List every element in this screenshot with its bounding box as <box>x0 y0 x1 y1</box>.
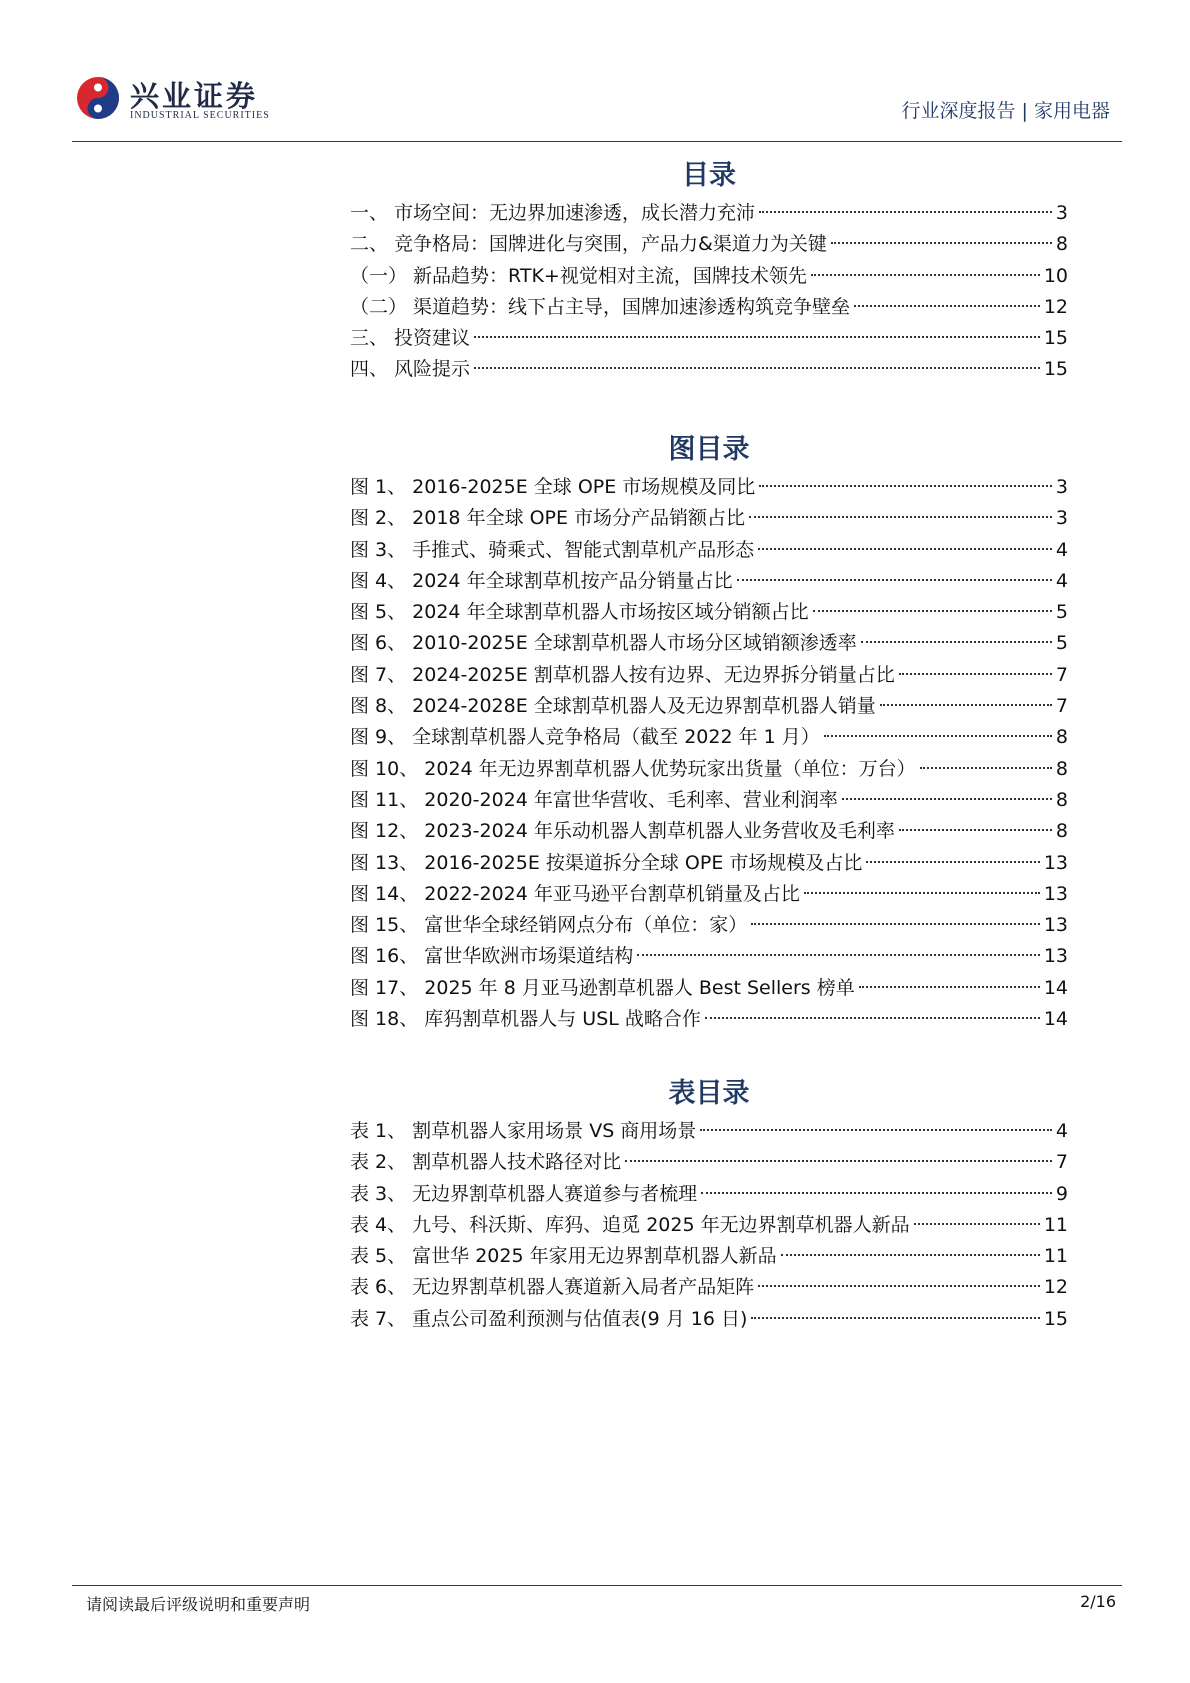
entry-title: 富世华欧洲市场渠道结构 <box>424 945 634 968</box>
dot-leader <box>842 798 1052 800</box>
figure-list-section <box>350 428 1068 1035</box>
dot-leader <box>749 516 1052 518</box>
dot-leader <box>824 735 1052 737</box>
entry-title: 新品趋势：RTK+视觉相对主流，国牌技术领先 <box>413 264 807 287</box>
entry-number: 图 14、 <box>350 882 425 905</box>
toc-entry[interactable] <box>350 816 1068 847</box>
entry-title: 渠道趋势：线下占主导，国牌加速渗透构筑竞争壁垒 <box>413 295 851 318</box>
entry-page: 10 <box>1043 264 1068 287</box>
entry-number: 四、 <box>350 358 395 381</box>
entry-title: 2018 年全球 OPE 市场分产品销额占比 <box>412 507 746 530</box>
entry-number: 图 5、 <box>350 601 413 624</box>
entry-title: 风险提示 <box>394 358 471 381</box>
dot-leader <box>811 274 1040 276</box>
entry-title: 2024 年无边界割草机器人优势玩家出货量（单位：万台） <box>424 757 916 780</box>
entry-number: 图 6、 <box>350 632 413 655</box>
entry-title: 2024 年全球割草机按产品分销量占比 <box>412 569 733 592</box>
report-type: 行业深度报告 | 家用电器 <box>901 100 1110 122</box>
entry-number: 图 15、 <box>350 914 425 937</box>
toc-entry[interactable] <box>350 1304 1068 1335</box>
entry-number: 表 5、 <box>350 1245 413 1268</box>
dot-leader <box>866 861 1039 863</box>
toc-entry[interactable] <box>350 472 1068 503</box>
entry-number: 图 16、 <box>350 945 425 968</box>
entry-title: 2024-2025E 割草机器人按有边界、无边界拆分销量占比 <box>412 663 895 686</box>
entry-number: 表 7、 <box>350 1307 413 1330</box>
toc-entry[interactable] <box>350 503 1068 534</box>
entry-page: 12 <box>1043 1276 1068 1299</box>
dot-leader <box>854 305 1040 307</box>
entry-page: 4 <box>1055 569 1068 592</box>
table-list <box>350 1116 1068 1335</box>
entry-title: 2016-2025E 全球 OPE 市场规模及同比 <box>412 476 756 498</box>
entry-title: 2023-2024 年乐动机器人割草机器人业务营收及毛利率 <box>424 820 895 843</box>
entry-page: 3 <box>1055 202 1068 224</box>
toc-entry[interactable] <box>350 1272 1068 1303</box>
dot-leader <box>474 367 1040 369</box>
entry-number: 图 3、 <box>350 538 413 561</box>
entry-number: 图 8、 <box>350 695 413 718</box>
entry-page: 11 <box>1043 1245 1068 1268</box>
entry-page: 13 <box>1043 882 1068 905</box>
entry-title: 2010-2025E 全球割草机器人市场分区域销额渗透率 <box>412 632 857 655</box>
toc-entry[interactable] <box>350 1241 1068 1272</box>
entry-number: 图 13、 <box>350 851 425 874</box>
entry-title: 富世华 2025 年家用无边界割草机器人新品 <box>412 1245 777 1268</box>
toc-entry[interactable] <box>350 261 1068 292</box>
entry-number: 图 1、 <box>350 476 413 498</box>
entry-number: 表 6、 <box>350 1276 413 1299</box>
entry-title: 投资建议 <box>394 327 471 350</box>
dot-leader <box>637 954 1040 956</box>
entry-title: 2022-2024 年亚马逊平台割草机销量及占比 <box>424 882 800 905</box>
toc-entry[interactable] <box>350 628 1068 659</box>
toc-entry[interactable] <box>350 879 1068 910</box>
entry-number: 图 18、 <box>350 1008 425 1031</box>
page-number: 2/16 <box>1080 1592 1116 1611</box>
entry-number: （一） <box>350 264 414 287</box>
dot-leader <box>737 579 1052 581</box>
entry-page: 4 <box>1055 538 1068 561</box>
dot-leader <box>920 767 1052 769</box>
entry-page: 15 <box>1043 1307 1068 1330</box>
entry-title: 2024-2028E 全球割草机器人及无边界割草机器人销量 <box>412 695 876 718</box>
toc-entry[interactable] <box>350 229 1068 260</box>
dot-leader <box>759 485 1052 487</box>
entry-number: 表 2、 <box>350 1151 413 1174</box>
toc-entry[interactable] <box>350 848 1068 879</box>
entry-page: 7 <box>1055 1151 1068 1174</box>
entry-number: 一、 <box>350 202 395 224</box>
table-list-section <box>350 1072 1068 1335</box>
entry-page: 15 <box>1043 327 1068 350</box>
toc-entry[interactable] <box>350 323 1068 354</box>
toc-entry[interactable] <box>350 691 1068 722</box>
toc-entry[interactable] <box>350 354 1068 385</box>
dot-leader <box>781 1254 1040 1256</box>
entry-number: 图 10、 <box>350 757 425 780</box>
dot-leader <box>880 704 1052 706</box>
entry-page: 3 <box>1055 507 1068 530</box>
dot-leader <box>831 242 1052 244</box>
entry-page: 15 <box>1043 358 1068 381</box>
entry-number: 图 17、 <box>350 976 425 999</box>
toc-entry[interactable] <box>350 973 1068 1004</box>
toc-entry[interactable] <box>350 941 1068 972</box>
entry-page: 3 <box>1055 476 1068 498</box>
entry-page: 5 <box>1055 632 1068 655</box>
entry-title: 割草机器人技术路径对比 <box>412 1151 622 1174</box>
toc-title: 目录 <box>682 160 736 191</box>
entry-page: 8 <box>1055 788 1068 811</box>
entry-title: 重点公司盈利预测与估值表(9 月 16 日) <box>412 1307 748 1330</box>
toc-entry[interactable] <box>350 785 1068 816</box>
figure-list-title: 图目录 <box>668 434 750 465</box>
entry-number: 三、 <box>350 327 395 350</box>
entry-number: 图 4、 <box>350 569 413 592</box>
entry-number: （二） <box>350 295 414 318</box>
footer-divider <box>72 1585 1122 1586</box>
entry-page: 9 <box>1055 1182 1068 1205</box>
entry-title: 2024 年全球割草机器人市场按区域分销额占比 <box>412 601 809 624</box>
dot-leader <box>758 548 1052 550</box>
toc-entry[interactable] <box>350 910 1068 941</box>
entry-title: 2025 年 8 月亚马逊割草机器人 Best Sellers 榜单 <box>424 976 855 999</box>
toc-entry[interactable] <box>350 722 1068 753</box>
dot-leader <box>759 211 1052 213</box>
toc-section <box>350 154 1068 386</box>
figure-list <box>350 472 1068 1035</box>
dot-leader <box>700 1129 1052 1131</box>
logo-subtext: INDUSTRIAL SECURITIES <box>130 110 270 121</box>
toc-entry[interactable] <box>350 597 1068 628</box>
dot-leader <box>861 641 1052 643</box>
entry-title: 无边界割草机器人赛道参与者梳理 <box>412 1182 698 1205</box>
entry-page: 12 <box>1043 295 1068 318</box>
entry-title: 无边界割草机器人赛道新入局者产品矩阵 <box>412 1276 755 1299</box>
entry-page: 14 <box>1043 976 1068 999</box>
entry-number: 表 3、 <box>350 1182 413 1205</box>
logo-icon <box>76 76 120 120</box>
entry-page: 14 <box>1043 1008 1068 1031</box>
entry-page: 5 <box>1055 601 1068 624</box>
entry-title: 市场空间：无边界加速渗透，成长潜力充沛 <box>394 202 756 224</box>
entry-number: 表 4、 <box>350 1213 413 1236</box>
logo-text: 兴业证券 <box>130 79 259 113</box>
toc-entry[interactable] <box>350 754 1068 785</box>
entry-title: 九号、科沃斯、库犸、追觅 2025 年无边界割草机器人新品 <box>412 1213 910 1236</box>
entry-page: 13 <box>1043 914 1068 937</box>
entry-page: 7 <box>1055 695 1068 718</box>
dot-leader <box>705 1017 1040 1019</box>
dot-leader <box>474 336 1040 338</box>
entry-title: 手推式、骑乘式、智能式割草机产品形态 <box>412 538 755 561</box>
dot-leader <box>751 1317 1039 1319</box>
entry-page: 8 <box>1055 757 1068 780</box>
entry-number: 图 9、 <box>350 726 413 749</box>
entry-page: 8 <box>1055 820 1068 843</box>
toc-entry[interactable] <box>350 566 1068 597</box>
toc-entry[interactable] <box>350 1210 1068 1241</box>
dot-leader <box>751 923 1040 925</box>
dot-leader <box>899 673 1052 675</box>
entry-title: 割草机器人家用场景 VS 商用场景 <box>412 1120 697 1142</box>
header-divider <box>72 141 1122 142</box>
entry-number: 图 12、 <box>350 820 425 843</box>
entry-page: 8 <box>1055 726 1068 749</box>
dot-leader <box>813 610 1052 612</box>
toc-entry[interactable] <box>350 1179 1068 1210</box>
dot-leader <box>804 892 1040 894</box>
dot-leader <box>859 986 1040 988</box>
entry-number: 图 2、 <box>350 507 413 530</box>
toc-entry[interactable] <box>350 535 1068 566</box>
entry-number: 表 1、 <box>350 1120 413 1142</box>
footer-disclaimer: 请阅读最后评级说明和重要声明 <box>86 1595 311 1614</box>
entry-title: 库犸割草机器人与 USL 战略合作 <box>424 1008 701 1031</box>
page-header <box>72 66 1122 136</box>
entry-title: 全球割草机器人竞争格局（截至 2022 年 1 月） <box>412 726 820 749</box>
toc-entry[interactable] <box>350 1116 1068 1147</box>
toc-list <box>350 198 1068 386</box>
dot-leader <box>625 1160 1052 1162</box>
toc-entry[interactable] <box>350 1004 1068 1035</box>
entry-page: 8 <box>1055 233 1068 256</box>
entry-page: 7 <box>1055 663 1068 686</box>
toc-entry[interactable] <box>350 660 1068 691</box>
toc-entry[interactable] <box>350 198 1068 229</box>
entry-title: 2020-2024 年富世华营收、毛利率、营业利润率 <box>424 788 838 811</box>
entry-title: 富世华全球经销网点分布（单位：家） <box>424 914 748 937</box>
entry-page: 13 <box>1043 851 1068 874</box>
dot-leader <box>914 1223 1040 1225</box>
toc-entry[interactable] <box>350 292 1068 323</box>
table-list-title: 表目录 <box>668 1078 750 1109</box>
entry-number: 图 7、 <box>350 663 413 686</box>
dot-leader <box>701 1192 1052 1194</box>
toc-entry[interactable] <box>350 1147 1068 1178</box>
dot-leader <box>758 1285 1040 1287</box>
dot-leader <box>899 829 1052 831</box>
entry-number: 二、 <box>350 233 395 256</box>
entry-title: 2016-2025E 按渠道拆分全球 OPE 市场规模及占比 <box>424 851 863 874</box>
entry-title: 竞争格局：国牌进化与突围，产品力&渠道力为关键 <box>394 233 827 256</box>
entry-page: 11 <box>1043 1213 1068 1236</box>
entry-page: 13 <box>1043 945 1068 968</box>
entry-page: 4 <box>1055 1120 1068 1142</box>
entry-number: 图 11、 <box>350 788 425 811</box>
